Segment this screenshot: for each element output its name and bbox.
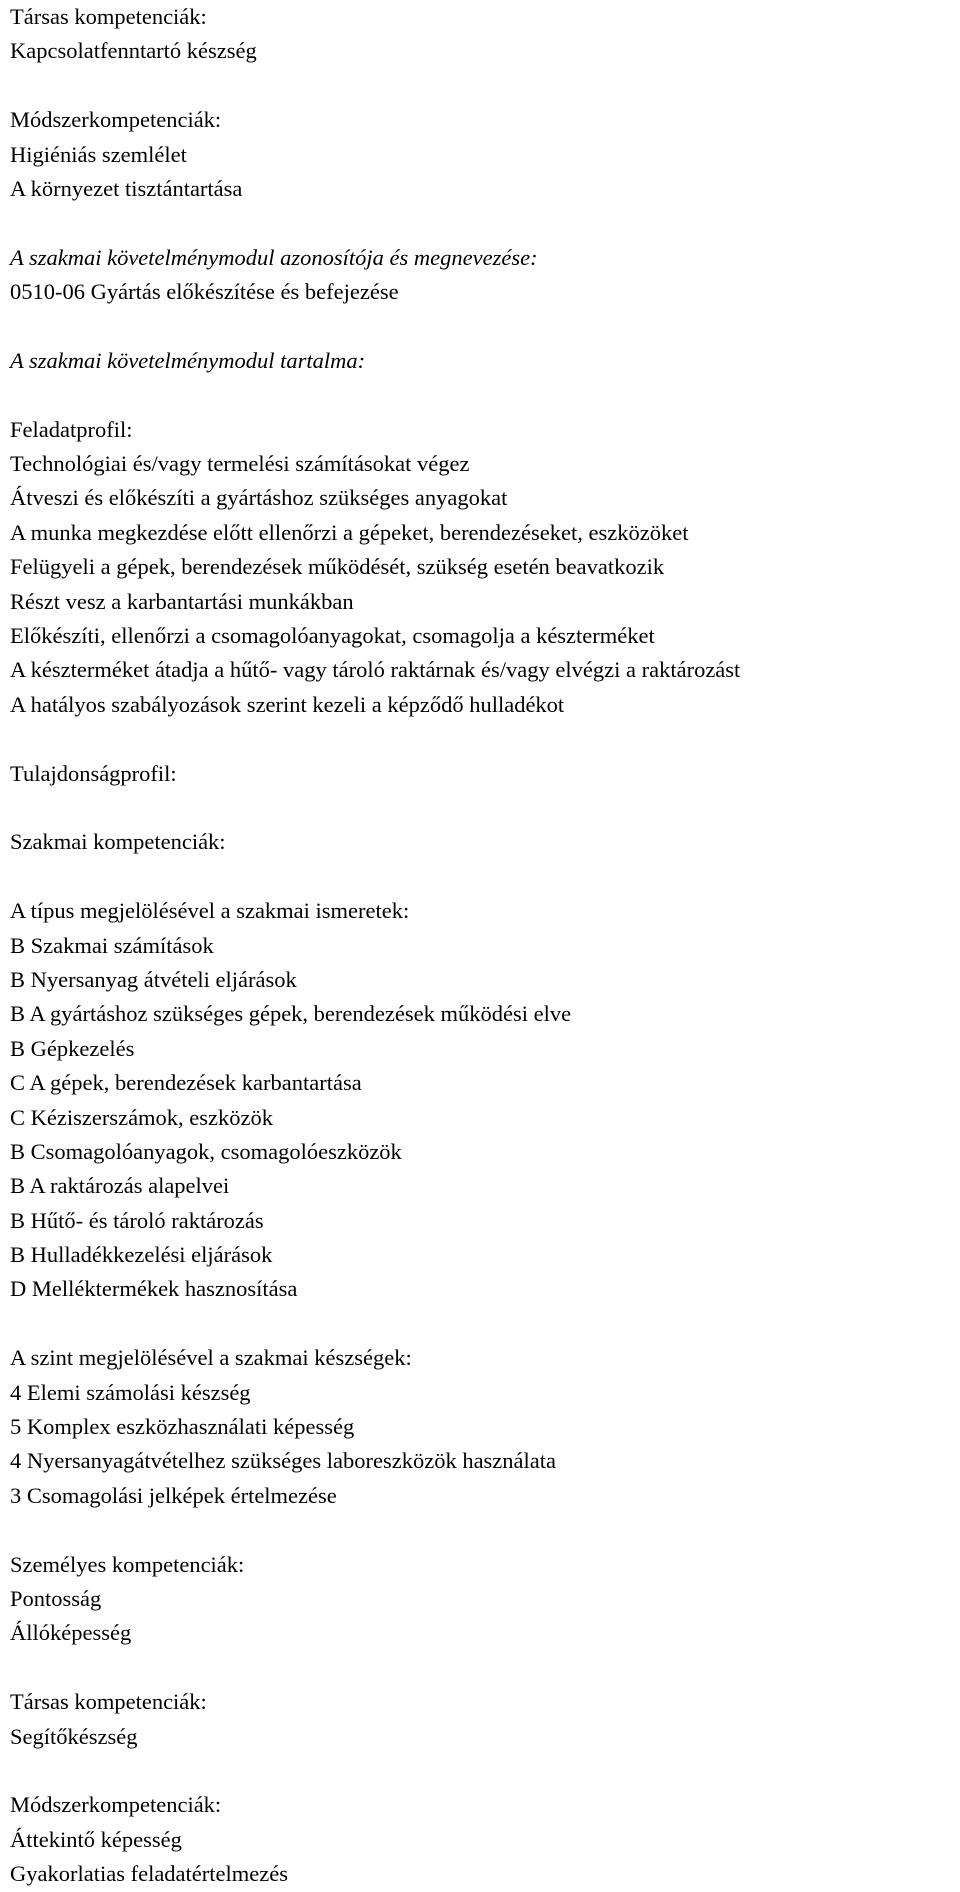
knowledge-item: B A raktározás alapelvei xyxy=(10,1173,230,1199)
knowledge-item: C A gépek, berendezések karbantartása xyxy=(10,1070,362,1096)
knowledge-item: B A gyártáshoz szükséges gépek, berendezések működési elve xyxy=(10,1001,572,1027)
text-line: A környezet tisztántartása xyxy=(10,175,243,201)
blank-line xyxy=(10,69,955,103)
blank-line xyxy=(10,722,955,756)
task-item: A hatályos szabályozások szerint kezeli a képződő hulladékot xyxy=(10,691,565,717)
blank-line xyxy=(10,310,955,344)
blank-line xyxy=(10,378,955,412)
knowledge-item: B Hűtő- és tároló raktározás xyxy=(10,1207,264,1233)
section-heading: Feladatprofil: xyxy=(10,416,133,442)
blank-line xyxy=(10,1513,955,1547)
competence-item: Pontosság xyxy=(10,1585,102,1611)
text-line: Higiéniás szemlélet xyxy=(10,141,187,167)
competence-item: Állóképesség xyxy=(10,1620,132,1646)
task-item: Előkészíti, ellenőrzi a csomagolóanyagokat, csomagolja a készterméket xyxy=(10,623,655,649)
competence-item: Segítőkészség xyxy=(10,1723,138,1749)
section-heading: Szakmai kompetenciák: xyxy=(10,829,226,855)
knowledge-item: B Csomagolóanyagok, csomagolóeszközök xyxy=(10,1138,402,1164)
text-line: Kapcsolatfenntartó készség xyxy=(10,38,257,64)
skill-item: 4 Nyersanyagátvételhez szükséges laboreszközök használata xyxy=(10,1448,557,1474)
module-title: 0510-06 Gyártás előkészítése és befejezése xyxy=(10,279,399,305)
task-item: Technológiai és/vagy termelési számításokat végez xyxy=(10,451,470,477)
competence-item: Áttekintő képesség xyxy=(10,1826,182,1852)
module-id-heading: A szakmai követelménymodul azonosítója és megnevezése: xyxy=(10,244,538,270)
task-item: Részt vesz a karbantartási munkákban xyxy=(10,588,354,614)
blank-line xyxy=(10,860,955,894)
section-heading: Tulajdonságprofil: xyxy=(10,760,177,786)
knowledge-item: D Melléktermékek hasznosítása xyxy=(10,1276,298,1302)
skill-item: 5 Komplex eszközhasználati képesség xyxy=(10,1414,355,1440)
module-content-heading: A szakmai követelménymodul tartalma: xyxy=(10,347,366,373)
task-item: A készterméket átadja a hűtő- vagy tároló raktárnak és/vagy elvégzi a raktározást xyxy=(10,657,741,683)
section-heading: A típus megjelölésével a szakmai ismeretek: xyxy=(10,898,410,924)
section-heading: Társas kompetenciák: xyxy=(10,4,207,29)
task-item: A munka megkezdése előtt ellenőrzi a gépeket, berendezéseket, eszközöket xyxy=(10,519,689,545)
knowledge-item: B Hulladékkezelési eljárások xyxy=(10,1242,273,1268)
document-page xyxy=(10,0,955,1891)
blank-line xyxy=(10,1307,955,1341)
section-heading: Társas kompetenciák: xyxy=(10,1689,207,1715)
knowledge-item: B Nyersanyag átvételi eljárások xyxy=(10,966,297,992)
task-item: Átveszi és előkészíti a gyártáshoz szükséges anyagokat xyxy=(10,485,508,511)
task-item: Felügyeli a gépek, berendezések működését, szükség esetén beavatkozik xyxy=(10,554,665,580)
skill-item: 4 Elemi számolási készség xyxy=(10,1379,251,1405)
section-heading: Személyes kompetenciák: xyxy=(10,1551,245,1577)
blank-line xyxy=(10,206,955,240)
blank-line xyxy=(10,1651,955,1685)
competence-item: Gyakorlatias feladatértelmezés xyxy=(10,1861,288,1887)
section-heading: Módszerkompetenciák: xyxy=(10,1792,222,1818)
blank-line xyxy=(10,1754,955,1788)
skill-item: 3 Csomagolási jelképek értelmezése xyxy=(10,1482,337,1508)
section-heading: Módszerkompetenciák: xyxy=(10,107,222,133)
knowledge-item: C Kéziszerszámok, eszközök xyxy=(10,1104,274,1130)
knowledge-item: B Gépkezelés xyxy=(10,1035,135,1061)
section-heading: A szint megjelölésével a szakmai készségek: xyxy=(10,1345,412,1371)
knowledge-item: B Szakmai számítások xyxy=(10,932,214,958)
blank-line xyxy=(10,791,955,825)
